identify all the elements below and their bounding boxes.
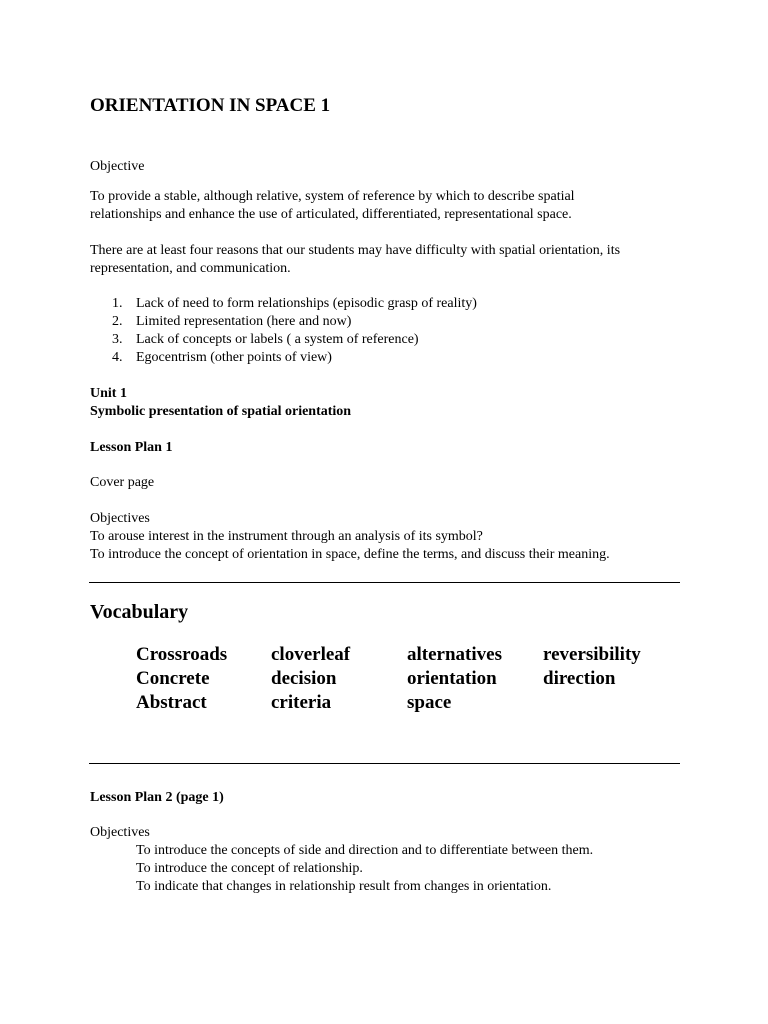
objectives-heading: Objectives	[90, 511, 150, 526]
vocab-word: Abstract	[136, 692, 207, 713]
list-item: 3. Lack of concepts or labels ( a system of reference)	[112, 332, 419, 347]
page-title: ORIENTATION IN SPACE 1	[90, 95, 331, 116]
vocab-word: criteria	[271, 692, 332, 713]
reasons-intro-line: There are at least four reasons that our students may have difficulty with spatial orientation, its	[90, 243, 621, 258]
list-item: 2. Limited representation (here and now)	[112, 314, 352, 329]
reasons-intro	[90, 242, 620, 278]
objective-line: relationships and enhance the use of articulated, differentiated, representational space.	[90, 207, 572, 222]
vocab-word: decision	[271, 668, 337, 689]
lesson2-objectives-heading: Objectives	[90, 825, 150, 840]
reasons-list	[112, 295, 477, 367]
cover-page-label: Cover page	[90, 475, 155, 490]
objective-item: To introduce the concept of orientation in space, define the terms, and discuss their meaning.	[90, 547, 610, 562]
lesson2-objectives	[136, 842, 593, 896]
objective-item: To indicate that changes in relationship result from changes in orientation.	[136, 879, 552, 894]
reasons-intro-line: representation, and communication.	[90, 261, 291, 276]
list-item: 1. Lack of need to form relationships (episodic grasp of reality)	[112, 296, 477, 311]
vocab-word: orientation	[407, 668, 497, 689]
vocab-word: alternatives	[407, 644, 502, 665]
vocab-word: Concrete	[136, 668, 210, 689]
vocab-word	[543, 691, 683, 715]
lesson1-objectives	[90, 510, 610, 564]
lesson2-heading: Lesson Plan 2 (page 1)	[90, 790, 224, 805]
vocab-word: direction	[543, 668, 616, 689]
vocabulary-heading: Vocabulary	[90, 601, 189, 623]
objective-heading: Objective	[90, 159, 145, 174]
objective-line: To provide a stable, although relative, system of reference by which to describe spatial	[90, 189, 575, 204]
vocabulary-grid	[136, 643, 683, 715]
unit-label: Unit 1	[90, 386, 127, 401]
objective-item: To arouse interest in the instrument through an analysis of its symbol?	[90, 529, 483, 544]
unit-heading	[90, 385, 351, 421]
divider	[89, 763, 680, 764]
objective-item: To introduce the concept of relationship.	[136, 861, 363, 876]
list-item: 4. Egocentrism (other points of view)	[112, 350, 332, 365]
objective-text	[90, 188, 575, 224]
lesson1-heading: Lesson Plan 1	[90, 440, 173, 455]
unit-subtitle: Symbolic presentation of spatial orientation	[90, 404, 352, 419]
vocab-word: space	[407, 692, 452, 713]
vocab-word: cloverleaf	[271, 644, 351, 665]
vocab-word: Crossroads	[136, 644, 228, 665]
objective-item: To introduce the concepts of side and direction and to differentiate between them.	[136, 843, 594, 858]
vocab-word: reversibility	[543, 644, 641, 665]
divider	[89, 582, 680, 583]
